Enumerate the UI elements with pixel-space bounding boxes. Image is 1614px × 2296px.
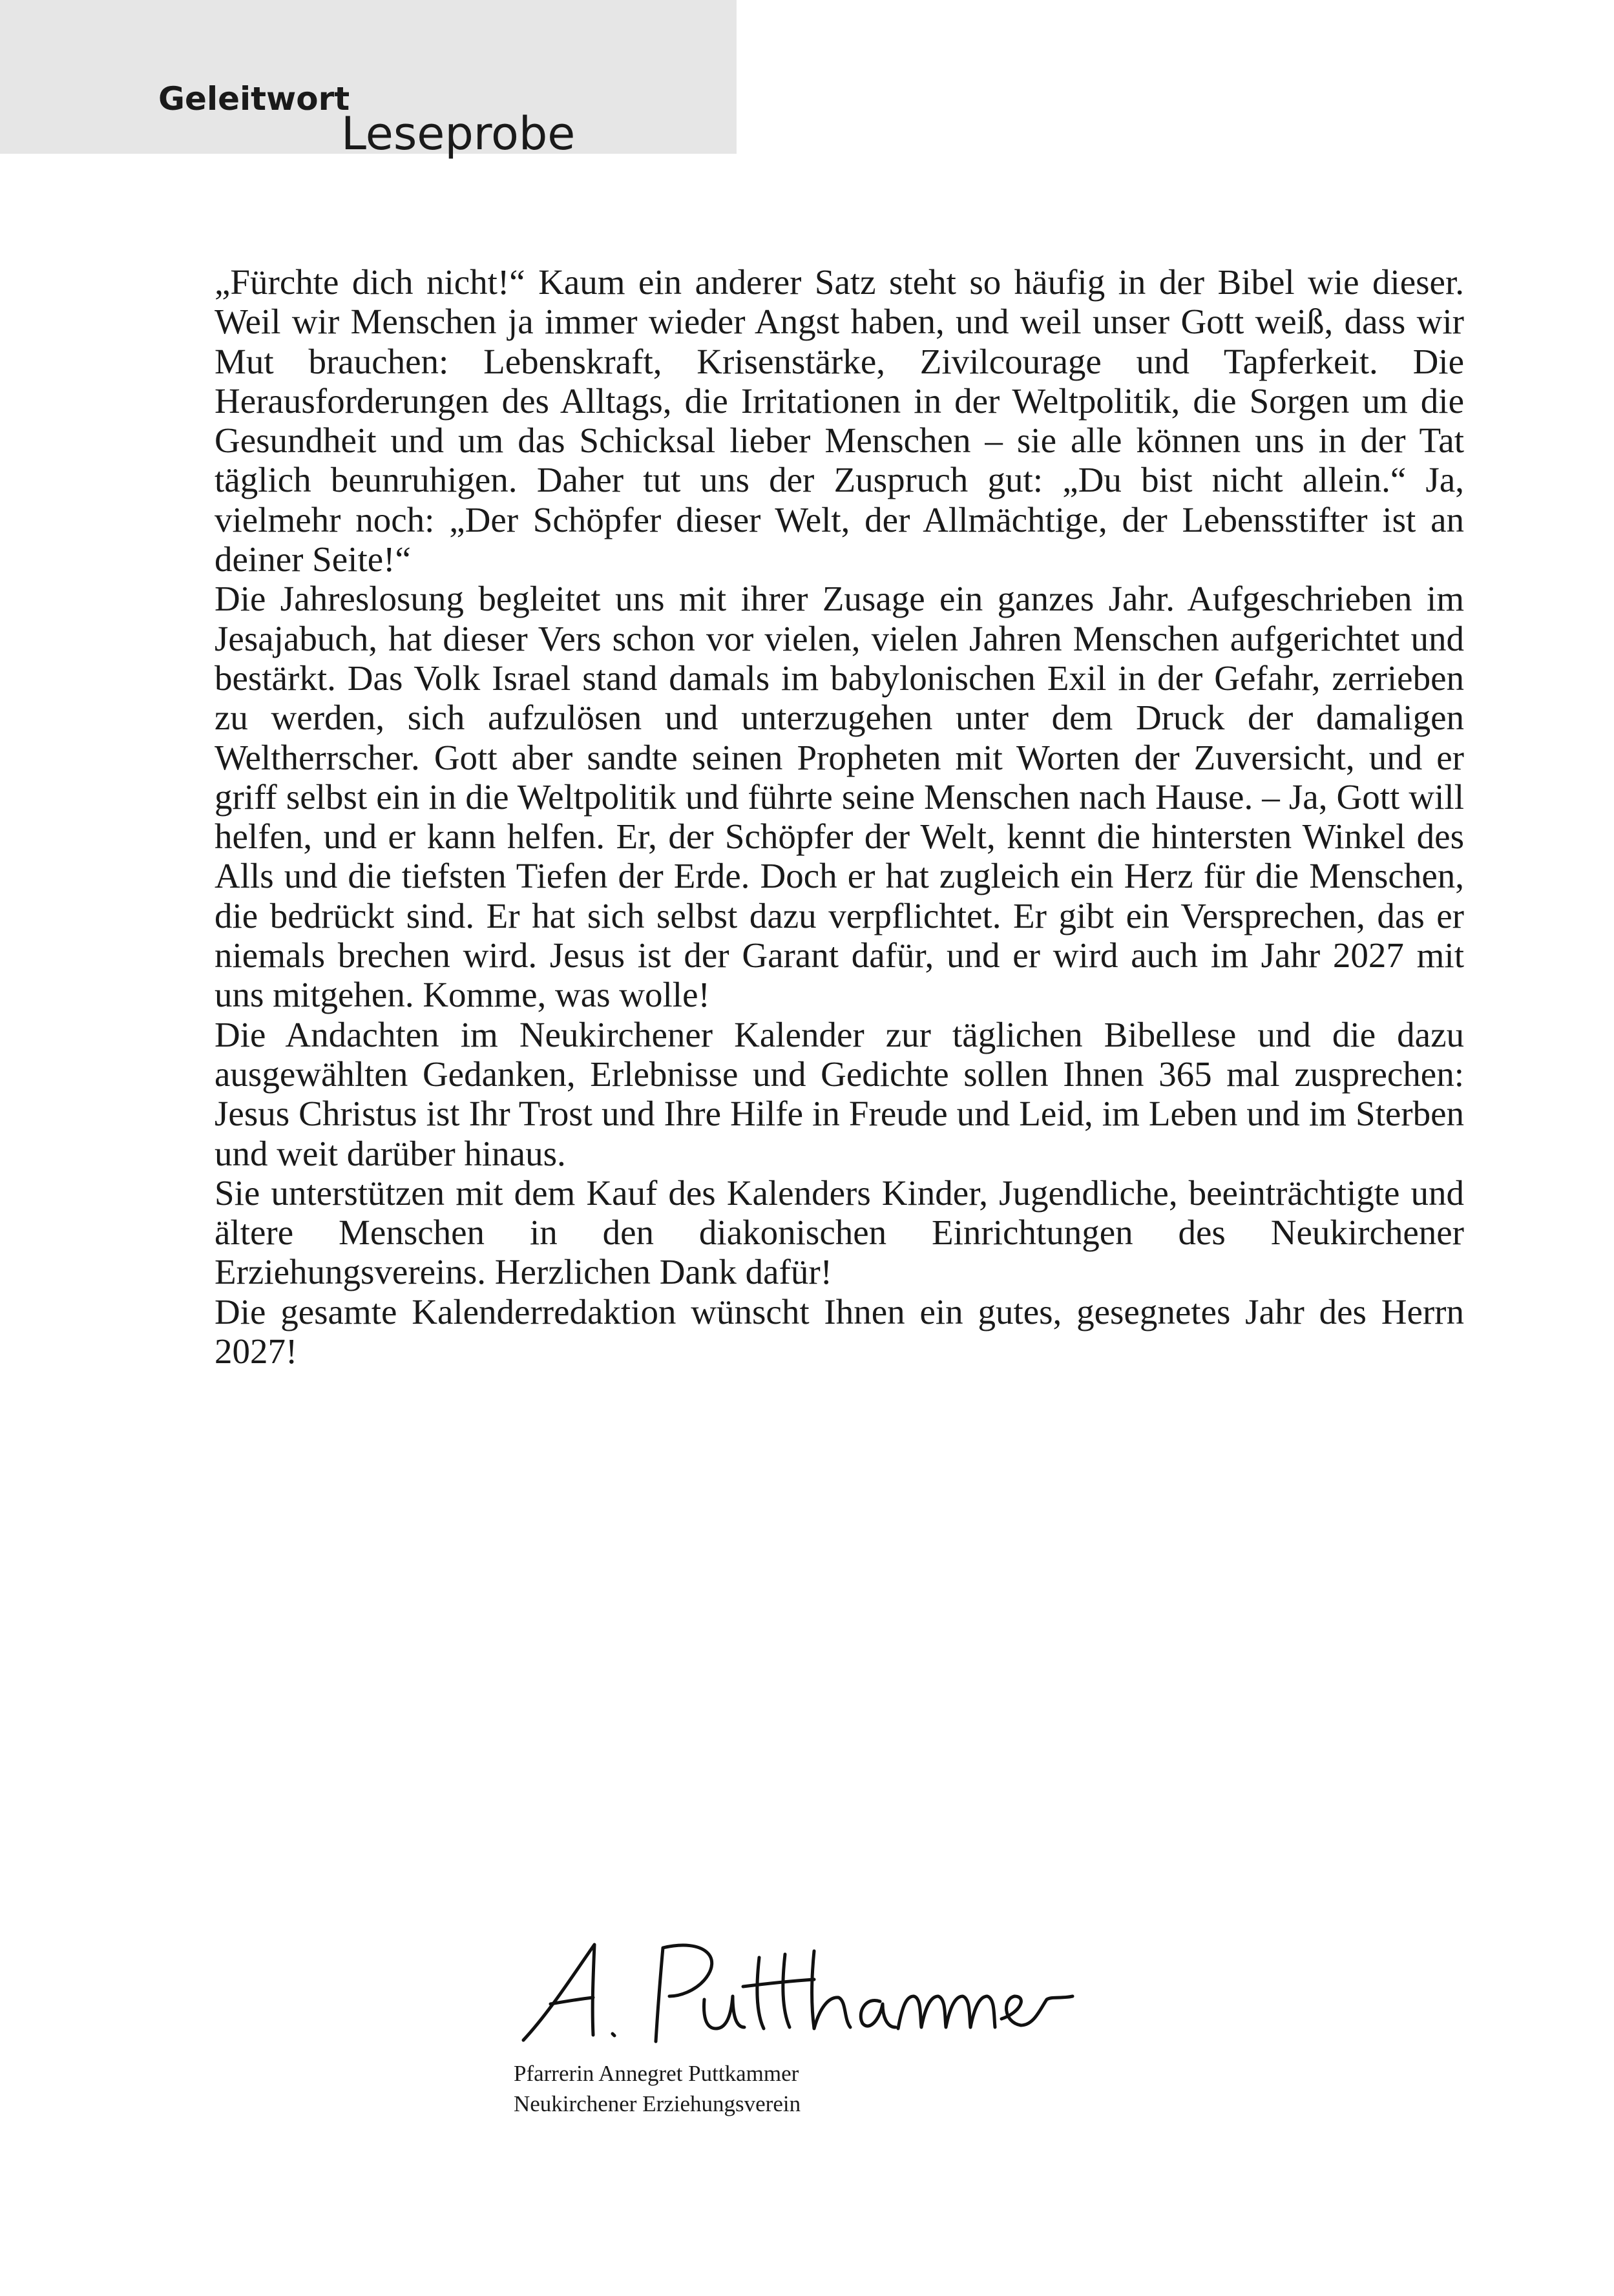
paragraph: „Fürchte dich nicht!“ Kaum ein anderer Satz steht so häufig in der Bibel wie dieser. Weil wir Menschen ja immer wieder Angst haben, und weil unser Gott weiß, dass wir Mut brauchen: Lebenskraft, Krisenstärke, Zivilcourage und Tapferkeit. Die Herausforderungen des Alltags, die Irritationen in der Weltpolitik, die Sorgen um die Gesundheit und um das Schicksal lieber Menschen – sie alle können uns in der Tat täglich beunruhigen. Daher tut uns der Zuspruch gut: „Du bist nicht allein.“ Ja, vielmehr noch: „Der Schöpfer dieser Welt, der Allmächtige, der Lebensstifter ist an deiner Seite!“ <box>215 262 1464 579</box>
paragraph: Die Andachten im Neukirchener Kalender zur täglichen Bibellese und die dazu ausgewählten Gedanken, Erlebnisse und Gedichte sollen Ihnen 365 mal zusprechen: Jesus Christus ist Ihr Trost und Ihre Hilfe in Freude und Leid, im Leben und im Sterben und weit darüber hinaus. <box>215 1014 1464 1173</box>
section-title: Geleitwort <box>158 80 350 118</box>
reading-sample-label: Leseprobe <box>341 107 576 160</box>
author-organization: Neukirchener Erziehungsverein <box>514 2091 801 2116</box>
handwritten-signature <box>510 1932 1092 2051</box>
author-name: Pfarrerin Annegret Puttkammer <box>514 2061 799 2086</box>
signoff-block <box>514 2058 801 2119</box>
paragraph: Die Jahreslosung begleitet uns mit ihrer Zusage ein ganzes Jahr. Aufgeschrieben im Jesajabuch, hat dieser Vers schon vor vielen, vielen Jahren Menschen aufgerichtet und bestärkt. Das Volk Israel stand damals im babylonischen Exil in der Gefahr, zerrieben zu werden, sich aufzulösen und unterzugehen unter dem Druck der damaligen Weltherrscher. Gott aber sandte seinen Propheten mit Worten der Zuversicht, und er griff selbst ein in die Weltpolitik und führte seine Menschen nach Hause. – Ja, Gott will helfen, und er kann helfen. Er, der Schöpfer der Welt, kennt die hintersten Winkel des Alls und die tiefsten Tiefen der Erde. Doch er hat zugleich ein Herz für die Menschen, die bedrückt sind. Er hat sich selbst dazu verpflichtet. Er gibt ein Versprechen, das er niemals brechen wird. Jesus ist der Garant dafür, und er wird auch im Jahr 2027 mit uns mitgehen. Komme, was wolle! <box>215 579 1464 1015</box>
paragraph: Die gesamte Kalenderredaktion wünscht Ihnen ein gutes, gesegnetes Jahr des Herrn 2027! <box>215 1291 1464 1372</box>
foreword-text <box>215 262 1464 1371</box>
paragraph: Sie unterstützen mit dem Kauf des Kalenders Kinder, Jugendliche, beeinträchtigte und ältere Menschen in den diakonischen Einrichtungen des Neukirchener Erziehungsvereins. Herzlichen Dank dafür! <box>215 1173 1464 1292</box>
